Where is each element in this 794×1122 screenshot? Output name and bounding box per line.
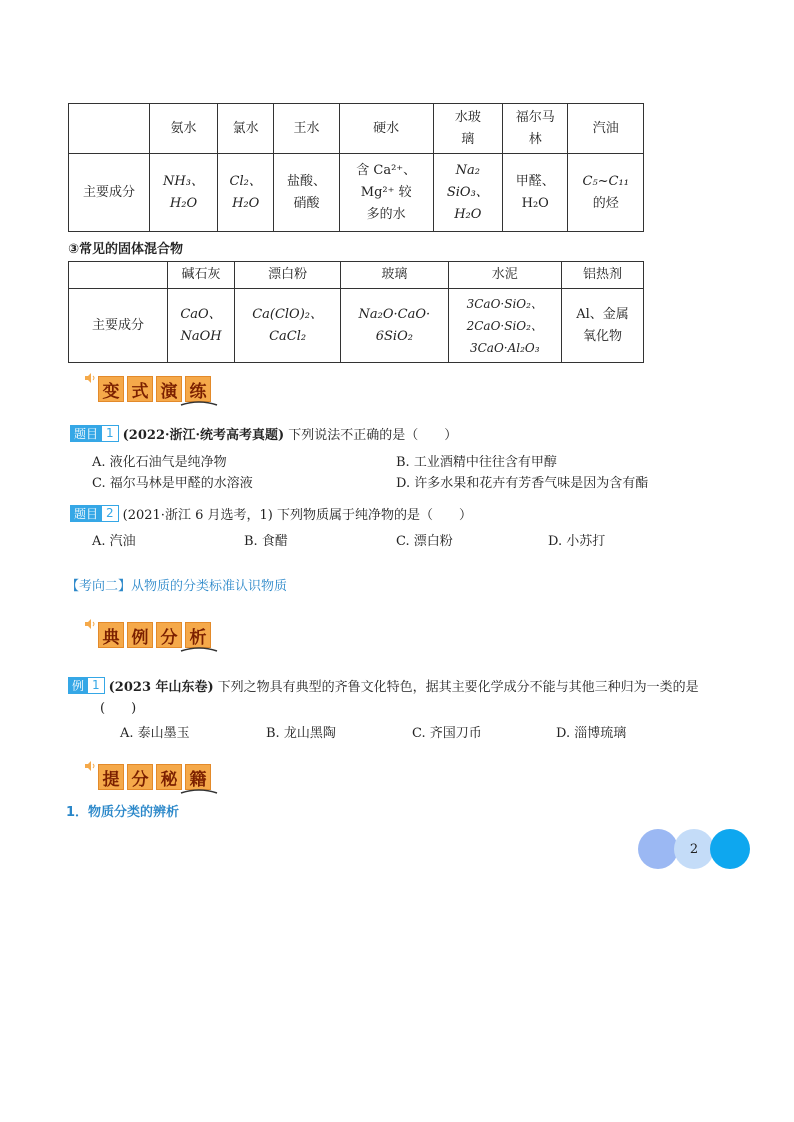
tip-point-1: 1．物质分类的辨析 [66, 805, 180, 820]
option-b[interactable]: B. 工业酒精中往往含有甲醇 [396, 455, 557, 470]
table1-cell: Cl₂、 H₂O [218, 154, 274, 232]
table1-header: 硬水 [339, 104, 433, 154]
question-tag: 题目 2 [70, 505, 119, 522]
table2-row-label: 主要成分 [69, 289, 168, 363]
table1-row-label: 主要成分 [69, 154, 150, 232]
banner-char: 提 [98, 764, 124, 790]
banner-char: 秘 [156, 764, 182, 790]
table-corner-cell [69, 262, 168, 289]
banner-char: 练 [185, 376, 211, 402]
question-1 [70, 424, 457, 443]
option-b[interactable]: B. 龙山黑陶 [266, 726, 336, 741]
table2-header: 铝热剂 [562, 262, 644, 289]
table1-cell: 盐酸、 硝酸 [274, 154, 339, 232]
table2-cell: 3CaO·SiO₂、 2CaO·SiO₂、 3CaO·Al₂O₃ [448, 289, 562, 363]
banner-char: 析 [185, 622, 211, 648]
banner-char: 变 [98, 376, 124, 402]
table2-cell: Al、金属 氧化物 [562, 289, 644, 363]
option-a[interactable]: A. 泰山墨玉 [120, 726, 190, 741]
banner-char: 典 [98, 622, 124, 648]
question-tag: 题目 1 [70, 425, 119, 442]
option-c[interactable]: C. 福尔马林是甲醛的水溶液 [92, 476, 253, 491]
option-d[interactable]: D. 小苏打 [548, 534, 606, 549]
option-c[interactable]: C. 齐国刀币 [412, 726, 482, 741]
table1-header: 氯水 [218, 104, 274, 154]
swoosh-icon [179, 645, 219, 655]
tips-banner [84, 760, 211, 790]
option-a[interactable]: A. 液化石油气是纯净物 [92, 455, 227, 470]
banner-char: 分 [127, 764, 153, 790]
example-source: (2023 年山东卷) [108, 680, 214, 695]
table1-header: 氨水 [150, 104, 218, 154]
table1-header: 汽油 [568, 104, 644, 154]
option-c[interactable]: C. 漂白粉 [396, 534, 453, 549]
table2-cell: Ca(ClO)₂、 CaCl₂ [235, 289, 341, 363]
liquid-mixtures-table [68, 103, 644, 232]
swoosh-icon [179, 787, 219, 797]
table1-header: 王水 [274, 104, 339, 154]
option-d[interactable]: D. 淄博琉璃 [556, 726, 627, 741]
solid-mixtures-table [68, 261, 644, 363]
page-deco-left [638, 829, 678, 869]
page-number: 2 [674, 829, 714, 869]
topic-heading: 【考向二】从物质的分类标准认识物质 [66, 579, 288, 594]
banner-char: 例 [127, 622, 153, 648]
banner-char: 演 [156, 376, 182, 402]
question-stem: 下列说法不正确的是（ ） [288, 428, 458, 443]
table2-header: 碱石灰 [168, 262, 235, 289]
table1-header: 水玻璃 [433, 104, 502, 154]
table2-header: 玻璃 [341, 262, 448, 289]
table1-cell: C₅~C₁₁ 的烃 [568, 154, 644, 232]
option-a[interactable]: A. 汽油 [92, 534, 136, 549]
page-deco-right [710, 829, 750, 869]
banner-char: 籍 [185, 764, 211, 790]
example-stem: 下列之物具有典型的齐鲁文化特色，据其主要化学成分不能与其他三种归为一类的是 [217, 680, 699, 695]
table-corner-cell [69, 104, 150, 154]
speaker-icon [84, 760, 96, 772]
question-source: (2022·浙江·统考高考真题) [122, 428, 285, 443]
question-2 [70, 504, 472, 523]
table2-header: 漂白粉 [235, 262, 341, 289]
table2-header: 水泥 [448, 262, 562, 289]
swoosh-icon [179, 399, 219, 409]
table2-cell: CaO、 NaOH [168, 289, 235, 363]
section-title: ③常见的固体混合物 [68, 242, 184, 257]
table1-header: 福尔马林 [503, 104, 568, 154]
speaker-icon [84, 372, 96, 384]
example-1 [68, 676, 738, 695]
banner-char: 式 [127, 376, 153, 402]
option-d[interactable]: D. 许多水果和花卉有芳香气味是因为含有酯 [396, 476, 649, 491]
option-b[interactable]: B. 食醋 [244, 534, 288, 549]
table1-cell: NH₃、 H₂O [150, 154, 218, 232]
table1-cell: Na₂ SiO₃、 H₂O [433, 154, 502, 232]
example-banner [84, 618, 211, 648]
banner-char: 分 [156, 622, 182, 648]
table1-cell: 甲醛、 H₂O [503, 154, 568, 232]
table1-cell: 含 Ca²⁺、 Mg²⁺ 较 多的水 [339, 154, 433, 232]
answer-blank: ( ) [100, 701, 137, 716]
practice-banner [84, 372, 211, 402]
table2-cell: Na₂O·CaO· 6SiO₂ [341, 289, 448, 363]
example-tag: 例 1 [68, 677, 105, 694]
speaker-icon [84, 618, 96, 630]
question-stem: (2021·浙江 6 月选考，1) 下列物质属于纯净物的是（ ） [122, 508, 472, 523]
